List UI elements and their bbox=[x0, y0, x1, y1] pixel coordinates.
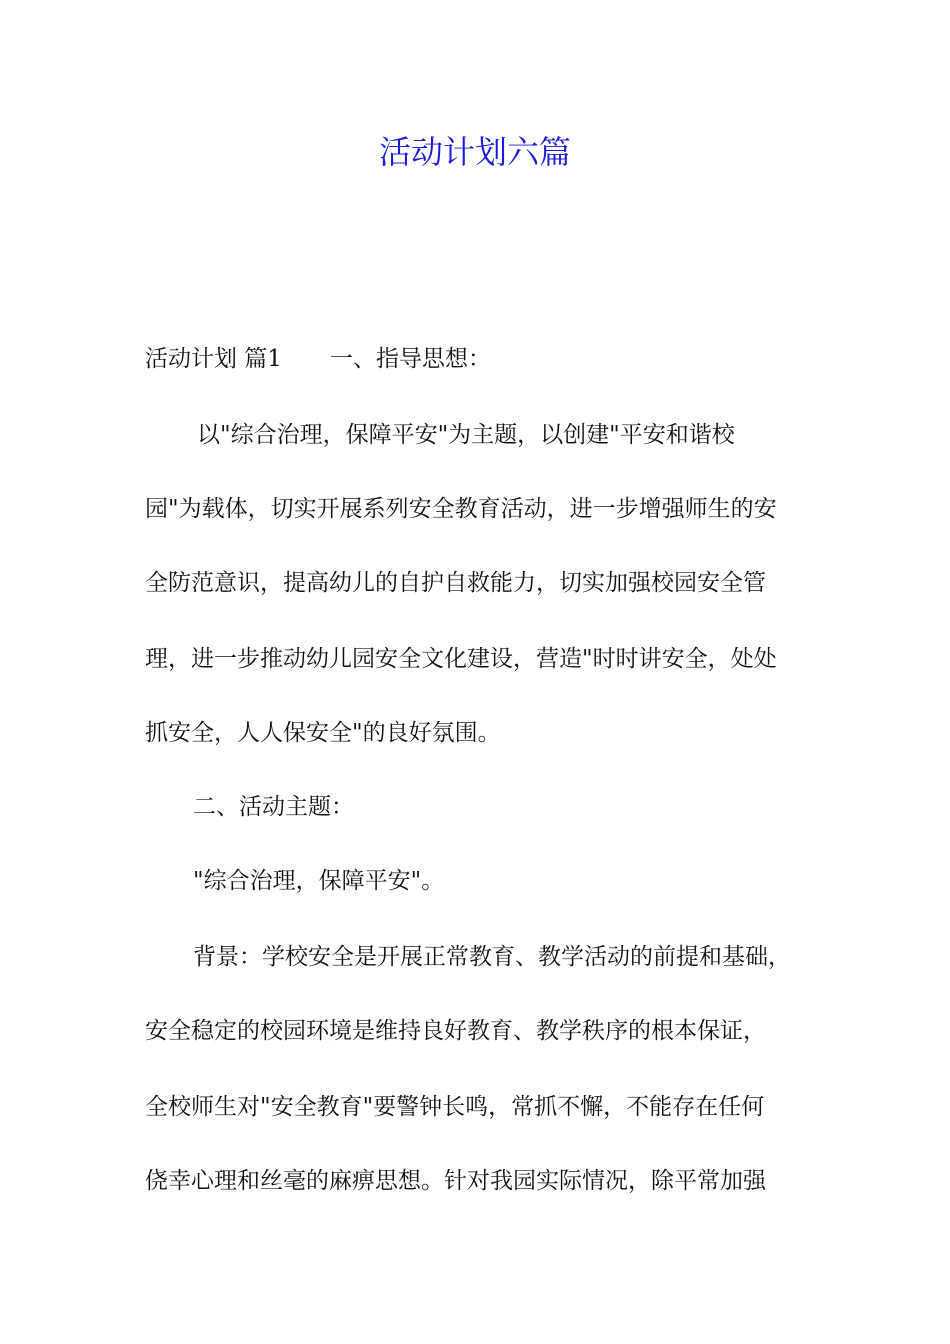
paragraph-line: 全防范意识，提高幼儿的自护自救能力，切实加强校园安全管 bbox=[145, 570, 766, 596]
background-line: 全校师生对"安全教育"要警钟长鸣，常抓不懈，不能存在任何 bbox=[145, 1094, 765, 1120]
section-heading-row bbox=[145, 342, 825, 376]
paragraph-line: 园"为载体，切实开展系列安全教育活动，进一步增强师生的安 bbox=[145, 496, 777, 522]
paragraph-line: 抓安全，人人保安全"的良好氛围。 bbox=[145, 720, 501, 746]
background-line: 侥幸心理和丝毫的麻痹思想。针对我园实际情况，除平常加强 bbox=[145, 1168, 766, 1194]
paragraph-line: 以"综合治理，保障平安"为主题，以创建"平安和谐校 bbox=[197, 422, 735, 448]
heading-guiding-thought: 一、指导思想： bbox=[329, 346, 491, 372]
page-title: 活动计划六篇 bbox=[378, 133, 571, 171]
heading-activity-theme: 二、活动主题： bbox=[193, 794, 354, 820]
paragraph-line: 理，进一步推动幼儿园安全文化建设，营造"时时讲安全，处处 bbox=[145, 646, 777, 672]
background-line: 安全稳定的校园环境是维持良好教育、教学秩序的根本保证， bbox=[145, 1018, 766, 1044]
theme-text: "综合治理，保障平安"。 bbox=[193, 868, 445, 894]
section-label: 活动计划 篇1 bbox=[145, 346, 282, 372]
background-line: 背景：学校安全是开展正常教育、教学活动的前提和基础， bbox=[193, 944, 791, 970]
